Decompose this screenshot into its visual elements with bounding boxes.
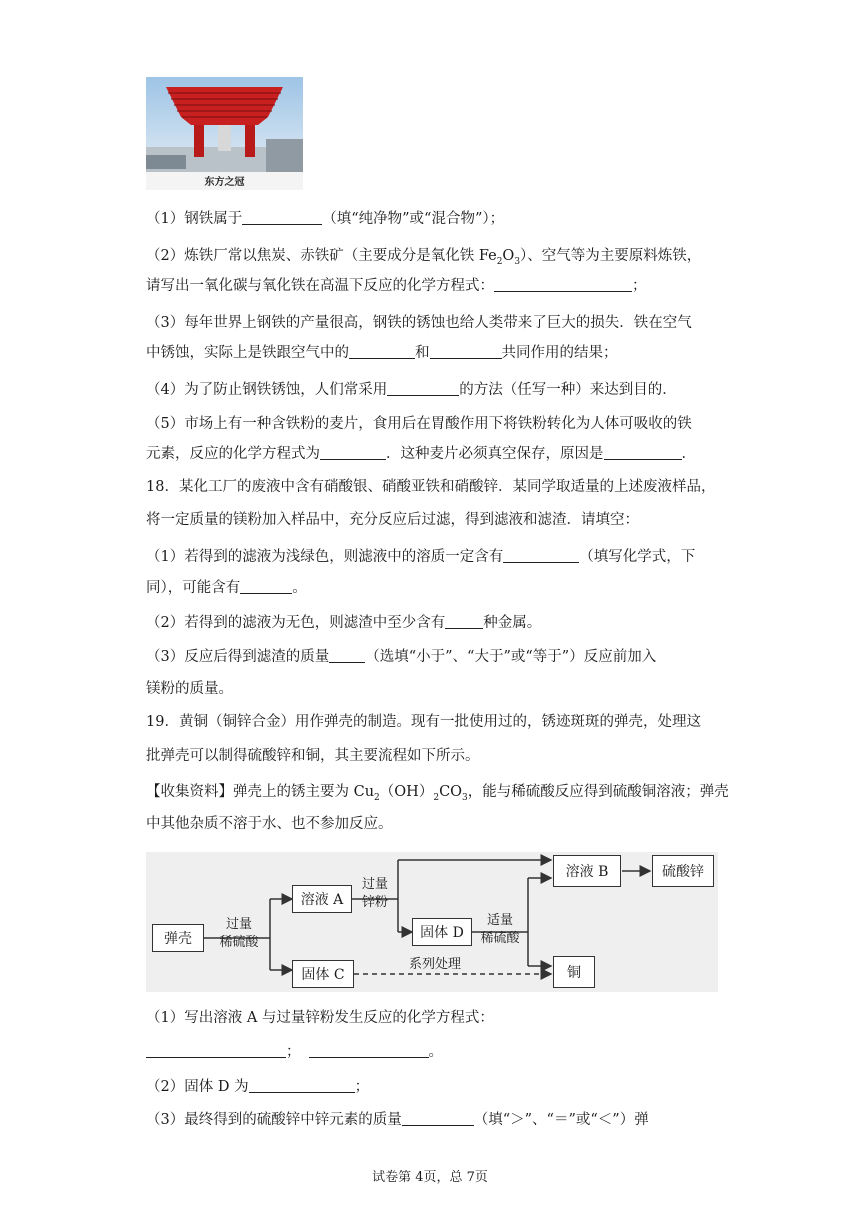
answer-blank[interactable]: [309, 1043, 429, 1058]
text: 过量: [225, 917, 252, 932]
q19-intro-line1: 19．黄铜（铜锌合金）用作弹壳的制造。现有一批使用过的，锈迹斑斑的弹壳，处理这: [146, 714, 701, 730]
text: 元素，反应的化学方程式为: [146, 446, 320, 462]
text: （填“纯净物”或“混合物”）；: [322, 211, 505, 227]
text: （2）固体 D 为: [146, 1079, 249, 1095]
text: 稀硫酸: [480, 931, 520, 946]
answer-blank[interactable]: [402, 1111, 474, 1126]
text: ；: [286, 1044, 301, 1060]
text: （填写化学式，下: [579, 549, 696, 565]
q18-part1-line2: [146, 578, 307, 598]
text: （3）反应后得到滤渣的质量: [146, 649, 330, 665]
q17-part3-line1: （3）每年世界上钢铁的产量很高，钢铁的锈蚀也给人类带来了巨大的损失．铁在空气: [146, 315, 692, 331]
zinc-sulfate-box: 硫酸锌: [652, 855, 714, 887]
q17-part5-line2: [146, 444, 696, 464]
text: 中锈蚀，实际上是铁跟空气中的: [146, 345, 349, 361]
text: CO: [439, 784, 463, 800]
q17-part3-line2: [146, 343, 618, 363]
text: 共同作用的结果；: [501, 345, 618, 361]
text: （4）为了防止钢铁锈蚀，人们常采用: [146, 382, 388, 398]
text: 种金属。: [483, 615, 542, 631]
solution-b-box: 溶液 B: [553, 855, 621, 887]
text: 适量: [486, 913, 513, 928]
text: ．这种麦片必须真空保存，原因是: [386, 446, 604, 462]
text: O: [502, 248, 515, 264]
text: 。: [428, 1044, 443, 1060]
q19-part1-line2: [146, 1042, 443, 1062]
q18-part3-line1: [146, 647, 656, 667]
process-label: 系列处理: [408, 957, 461, 972]
q18-intro-line1: 18．某化工厂的废液中含有硝酸银、硝酸亚铁和硝酸锌．某同学取适量的上述废液样品，: [146, 479, 716, 495]
q17-part5-line1: （5）市场上有一种含铁粉的麦片，食用后在胃酸作用下将铁粉转化为人体可吸收的铁: [146, 416, 692, 432]
text: （填“＞”、“＝”或“＜”）弹: [473, 1112, 649, 1128]
copper-box: 铜: [553, 956, 595, 988]
q17-part4: [146, 380, 677, 400]
text: （1）若得到的滤液为浅绿色，则滤液中的溶质一定含有: [146, 549, 504, 565]
answer-blank[interactable]: [445, 614, 483, 629]
text: 和: [415, 345, 430, 361]
text: （3）最终得到的硫酸锌中锌元素的质量: [146, 1112, 402, 1128]
text: 请写出一氧化碳与氧化铁在高温下反应的化学方程式：: [146, 278, 494, 294]
answer-blank[interactable]: [604, 445, 682, 460]
subscript: 3: [462, 792, 468, 803]
subscript: 2: [433, 792, 440, 803]
solid-d-box: 固体 D: [412, 918, 472, 946]
q18-part2: [146, 613, 541, 633]
text: ．: [681, 446, 696, 462]
answer-blank[interactable]: [329, 648, 365, 663]
text: （OH）: [379, 784, 434, 800]
process-flow-diagram: [146, 852, 718, 992]
answer-blank[interactable]: [242, 210, 322, 225]
answer-blank[interactable]: [503, 548, 579, 563]
text: （选填“小于”、“大于”或“等于”）反应前加入: [365, 649, 657, 665]
q19-intro-line2: 批弹壳可以制得硫酸锌和铜，其主要流程如下所示。: [146, 748, 480, 764]
page-footer: 试卷第 4页，总 7页: [372, 1170, 488, 1185]
text: 的方法（任写一种）来达到目的．: [459, 382, 677, 398]
text: ）、空气等为主要原料炼铁，: [520, 248, 702, 264]
text: （2）若得到的滤液为无色，则滤渣中至少含有: [146, 615, 446, 631]
text: 。: [292, 580, 307, 596]
q18-intro-line2: 将一定质量的镁粉加入样品中，充分反应后过滤，得到滤液和滤渣．请填空：: [146, 512, 639, 528]
q17-part2-line1: [146, 246, 701, 272]
q18-part1-line1: [146, 547, 695, 567]
solid-c-box: 固体 C: [292, 960, 354, 988]
china-pavilion-photo: [146, 77, 303, 190]
subscript: 2: [496, 256, 503, 267]
answer-blank[interactable]: [387, 381, 459, 396]
answer-blank[interactable]: [249, 1078, 355, 1093]
q18-part3-line2: 镁粉的质量。: [146, 681, 233, 697]
q19-part2: [146, 1077, 369, 1097]
q19-part3: [146, 1110, 649, 1130]
q17-part1: [146, 209, 504, 229]
answer-blank[interactable]: [320, 445, 386, 460]
reagent2-label: [354, 876, 396, 912]
q19-info-line2: 中其他杂质不溶于水、也不参加反应。: [146, 816, 393, 832]
answer-blank[interactable]: [349, 344, 415, 359]
answer-blank[interactable]: [430, 344, 502, 359]
reagent3-label: [474, 912, 526, 948]
text: 过量: [361, 877, 388, 892]
photo-caption: 东方之冠: [204, 177, 245, 188]
q19-info-line1: [146, 782, 729, 808]
text: ；: [632, 278, 647, 294]
text: ；: [354, 1079, 370, 1095]
shell-box: 弹壳: [152, 924, 204, 952]
answer-blank[interactable]: [494, 277, 632, 292]
solution-a-box: 溶液 A: [292, 885, 352, 913]
q19-part1-line1: （1）写出溶液 A 与过量锌粉发生反应的化学方程式：: [146, 1010, 494, 1026]
text: ，能与稀硫酸反应得到硫酸铜溶液；弹壳: [467, 784, 729, 800]
answer-blank[interactable]: [240, 579, 292, 594]
text: （2）炼铁厂常以焦炭、赤铁矿（主要成分是氧化铁 Fe: [146, 248, 497, 264]
text: 同），可能含有: [146, 580, 241, 596]
text: 锌粉: [361, 895, 388, 910]
text: 【收集资料】: [146, 784, 233, 800]
subscript: 2: [374, 792, 380, 803]
text: 弹壳上的锈主要为 Cu: [233, 784, 375, 800]
answer-blank[interactable]: [146, 1043, 286, 1058]
q17-part2-line2: [146, 276, 647, 296]
reagent1-label: [210, 916, 268, 952]
text: （1）钢铁属于: [146, 211, 243, 227]
text: 稀硫酸: [219, 935, 259, 950]
subscript: 3: [514, 256, 521, 267]
